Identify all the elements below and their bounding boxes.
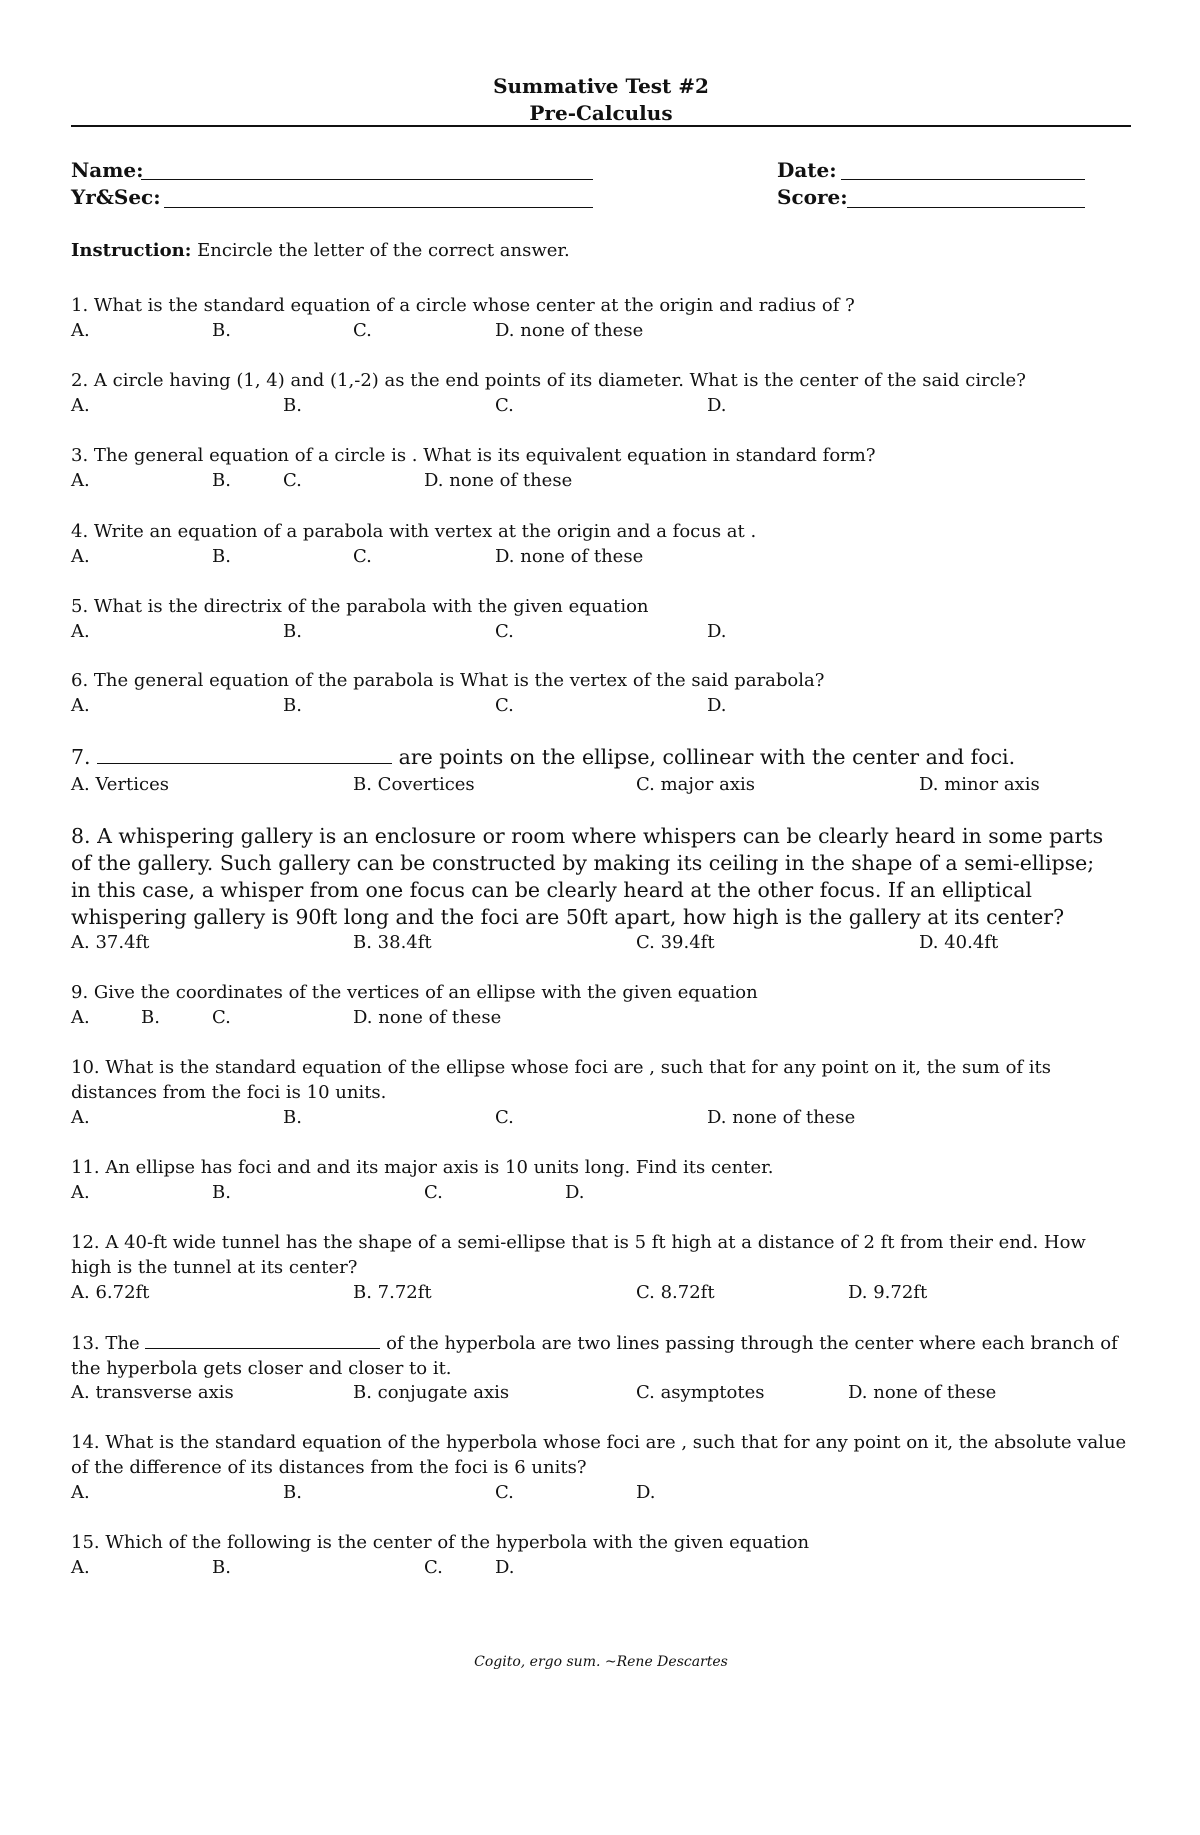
question-1-stem: 1. What is the standard equation of a circle whose center at the origin and radius of ? <box>71 295 855 316</box>
q7-choice-d[interactable]: D. minor axis <box>919 774 1040 795</box>
q3-choice-d[interactable]: D. none of these <box>424 470 573 491</box>
q10-choice-b[interactable]: B. <box>283 1107 302 1128</box>
q12-choice-c[interactable]: C. 8.72ft <box>636 1282 715 1303</box>
question-14-stem: 14. What is the standard equation of the hyperbola whose foci are , such that for any point on it, the absolute value of the difference of its distances from the foci is 6 units? <box>71 1432 1127 1478</box>
q13-stem-suffix: of the hyperbola are two lines passing through the center where each branch of the hyperbola gets closer and closer to it. <box>71 1333 1118 1379</box>
q2-choice-d[interactable]: D. <box>707 395 727 416</box>
q8-choice-a[interactable]: A. 37.4ft <box>71 932 150 953</box>
q2-choice-b[interactable]: B. <box>283 395 302 416</box>
q3-choice-c[interactable]: C. <box>283 470 302 491</box>
name-label: Name: <box>71 158 144 182</box>
q2-choice-c[interactable]: C. <box>495 395 514 416</box>
q7-answer-blank[interactable] <box>97 745 392 764</box>
q13-answer-blank[interactable] <box>145 1330 380 1349</box>
question-11-stem: 11. An ellipse has foci and and its major axis is 10 units long. Find its center. <box>71 1157 774 1178</box>
date-label: Date: <box>777 158 837 182</box>
question-8-stem: 8. A whispering gallery is an enclosure or room where whispers can be clearly heard in some parts of the gallery. Such gallery can be constructed by making its ceiling in the shape of a semi-ellipse; in this case, a whisper from one focus can be clearly heard at the other focus. If an elliptical whispering gallery is 90ft long and the foci are 50ft apart, how high is the gallery at its center? <box>71 824 1104 929</box>
q13-stem-prefix: 13. The <box>71 1333 140 1354</box>
q9-choice-b[interactable]: B. <box>141 1007 160 1028</box>
q1-choice-c[interactable]: C. <box>353 320 372 341</box>
q13-choice-a[interactable]: A. transverse axis <box>71 1382 234 1403</box>
q5-choice-c[interactable]: C. <box>495 621 514 642</box>
q1-choice-d[interactable]: D. none of these <box>495 320 644 341</box>
q15-choice-d[interactable]: D. <box>495 1557 515 1578</box>
q4-choice-c[interactable]: C. <box>353 546 372 567</box>
q14-choice-a[interactable]: A. <box>71 1482 90 1503</box>
q4-choice-a[interactable]: A. <box>71 546 90 567</box>
score-label: Score: <box>777 185 848 209</box>
question-13-stem <box>71 1330 1131 1381</box>
question-10-stem: 10. What is the standard equation of the ellipse whose foci are , such that for any point on it, the sum of its distances from the foci is 10 units. <box>71 1057 1052 1103</box>
q10-choice-a[interactable]: A. <box>71 1107 90 1128</box>
q13-choice-b[interactable]: B. conjugate axis <box>353 1382 510 1403</box>
instruction-label: Instruction: <box>71 240 192 261</box>
score-blank[interactable] <box>847 207 1085 208</box>
test-title: Summative Test #2 <box>493 74 709 98</box>
name-blank[interactable] <box>141 179 593 180</box>
q7-choice-a[interactable]: A. Vertices <box>71 774 170 795</box>
q14-choice-c[interactable]: C. <box>495 1482 514 1503</box>
q3-choice-b[interactable]: B. <box>212 470 231 491</box>
q4-choice-b[interactable]: B. <box>212 546 231 567</box>
yrsec-blank[interactable] <box>164 207 593 208</box>
footer-quote: Cogito, ergo sum. ~Rene Descartes <box>474 1654 728 1670</box>
question-6-stem: 6. The general equation of the parabola is What is the vertex of the said parabola? <box>71 670 825 691</box>
question-7-stem <box>71 744 1131 771</box>
q15-choice-a[interactable]: A. <box>71 1557 90 1578</box>
question-15-stem: 15. Which of the following is the center of the hyperbola with the given equation <box>71 1532 810 1553</box>
q8-choice-d[interactable]: D. 40.4ft <box>919 932 999 953</box>
q10-choice-c[interactable]: C. <box>495 1107 514 1128</box>
q14-choice-d[interactable]: D. <box>636 1482 656 1503</box>
q13-choice-c[interactable]: C. asymptotes <box>636 1382 765 1403</box>
q11-choice-a[interactable]: A. <box>71 1182 90 1203</box>
q8-choice-b[interactable]: B. 38.4ft <box>353 932 432 953</box>
q15-choice-b[interactable]: B. <box>212 1557 231 1578</box>
q7-choice-c[interactable]: C. major axis <box>636 774 755 795</box>
q12-choice-a[interactable]: A. 6.72ft <box>71 1282 150 1303</box>
q11-choice-b[interactable]: B. <box>212 1182 231 1203</box>
subject-title: Pre-Calculus <box>529 101 673 125</box>
q9-choice-a[interactable]: A. <box>71 1007 90 1028</box>
q13-choice-d[interactable]: D. none of these <box>848 1382 997 1403</box>
q10-choice-d[interactable]: D. none of these <box>707 1107 856 1128</box>
question-5-stem: 5. What is the directrix of the parabola with the given equation <box>71 596 649 617</box>
header-divider <box>71 125 1131 127</box>
q3-choice-a[interactable]: A. <box>71 470 90 491</box>
q11-choice-d[interactable]: D. <box>565 1182 585 1203</box>
q12-choice-d[interactable]: D. 9.72ft <box>848 1282 928 1303</box>
q6-choice-d[interactable]: D. <box>707 695 727 716</box>
q1-choice-b[interactable]: B. <box>212 320 231 341</box>
question-9-stem: 9. Give the coordinates of the vertices of an ellipse with the given equation <box>71 982 758 1003</box>
q5-choice-a[interactable]: A. <box>71 621 90 642</box>
yrsec-label: Yr&Sec: <box>71 185 161 209</box>
date-blank[interactable] <box>841 179 1085 180</box>
q8-choice-c[interactable]: C. 39.4ft <box>636 932 715 953</box>
q7-stem-suffix: are points on the ellipse, collinear with the center and foci. <box>398 745 1016 769</box>
q6-choice-c[interactable]: C. <box>495 695 514 716</box>
q7-stem-prefix: 7. <box>71 745 91 769</box>
q6-choice-a[interactable]: A. <box>71 695 90 716</box>
question-3-stem: 3. The general equation of a circle is . What is its equivalent equation in standard form? <box>71 445 876 466</box>
instruction <box>71 238 1131 263</box>
q5-choice-b[interactable]: B. <box>283 621 302 642</box>
q7-choice-b[interactable]: B. Covertices <box>353 774 475 795</box>
q9-choice-c[interactable]: C. <box>212 1007 231 1028</box>
q4-choice-d[interactable]: D. none of these <box>495 546 644 567</box>
q15-choice-c[interactable]: C. <box>424 1557 443 1578</box>
q12-choice-b[interactable]: B. 7.72ft <box>353 1282 432 1303</box>
q1-choice-a[interactable]: A. <box>71 320 90 341</box>
q11-choice-c[interactable]: C. <box>424 1182 443 1203</box>
question-12-stem: 12. A 40-ft wide tunnel has the shape of a semi-ellipse that is 5 ft high at a distance of 2 ft from their end. How high is the tunnel at its center? <box>71 1232 1086 1278</box>
q6-choice-b[interactable]: B. <box>283 695 302 716</box>
q2-choice-a[interactable]: A. <box>71 395 90 416</box>
question-2-stem: 2. A circle having (1, 4) and (1,-2) as the end points of its diameter. What is the center of the said circle? <box>71 370 1026 391</box>
q5-choice-d[interactable]: D. <box>707 621 727 642</box>
instruction-text: Encircle the letter of the correct answer. <box>191 240 570 261</box>
q14-choice-b[interactable]: B. <box>283 1482 302 1503</box>
question-4-stem: 4. Write an equation of a parabola with vertex at the origin and a focus at . <box>71 521 757 542</box>
q9-choice-d[interactable]: D. none of these <box>353 1007 502 1028</box>
